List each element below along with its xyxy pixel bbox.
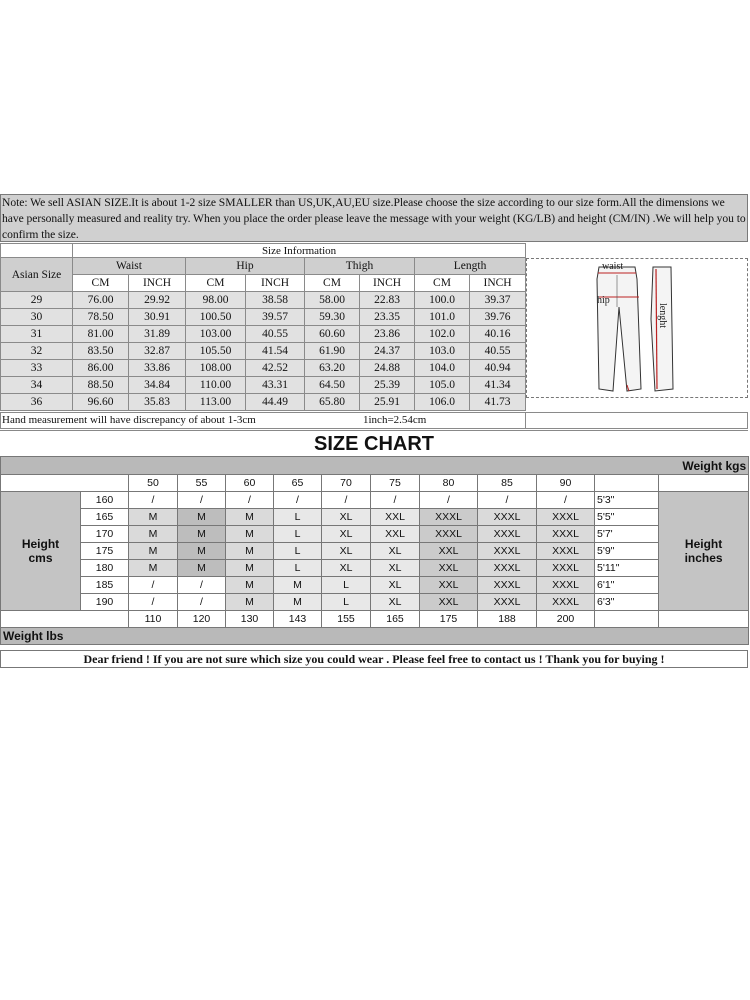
size-cell: XXXL — [478, 560, 537, 577]
size-cell: / — [537, 492, 595, 509]
size-cell: XXL — [371, 509, 420, 526]
height-inch-value: 5'3" — [595, 492, 659, 509]
asian-size-value: 32 — [1, 343, 73, 360]
measurement-cell: 76.00 — [73, 292, 129, 309]
measurement-cell: 78.50 — [73, 309, 129, 326]
height-inches-label: Height inches — [659, 492, 749, 611]
measurement-cell: 39.76 — [470, 309, 526, 326]
size-cell: XXXL — [420, 509, 478, 526]
size-cell: M — [226, 594, 274, 611]
height-cms-label: Height cms — [1, 492, 81, 611]
height-cm-value: 165 — [81, 509, 129, 526]
height-row — [1, 560, 749, 577]
size-cell: M — [129, 509, 178, 526]
unit-cm: CM — [73, 275, 129, 292]
measurement-cell: 24.37 — [360, 343, 415, 360]
size-cell: XXXL — [537, 577, 595, 594]
size-cell: / — [129, 492, 178, 509]
weight-kg-value: 80 — [420, 475, 478, 492]
size-row — [1, 360, 526, 377]
size-row — [1, 326, 526, 343]
measurement-cell: 39.57 — [246, 309, 305, 326]
size-cell: M — [274, 594, 322, 611]
size-cell: XXXL — [537, 526, 595, 543]
height-row — [1, 577, 749, 594]
measurement-cell: 108.00 — [186, 360, 246, 377]
asian-size-value: 36 — [1, 394, 73, 411]
height-inch-value: 5'11" — [595, 560, 659, 577]
measurement-cell: 83.50 — [73, 343, 129, 360]
size-cell: XL — [322, 526, 371, 543]
size-cell: M — [129, 526, 178, 543]
size-cell: XL — [371, 577, 420, 594]
size-cell: / — [371, 492, 420, 509]
height-row — [1, 509, 749, 526]
size-cell: XXXL — [537, 594, 595, 611]
size-cell: M — [178, 509, 226, 526]
size-row — [1, 292, 526, 309]
height-cm-value: 190 — [81, 594, 129, 611]
weight-kg-value: 50 — [129, 475, 178, 492]
hand-measurement-note: Hand measurement will have discrepancy of about 1-3cm — [2, 414, 256, 426]
height-inch-value: 6'3" — [595, 594, 659, 611]
height-row — [1, 594, 749, 611]
size-info-title: Size Information — [73, 244, 526, 258]
measurement-cell: 40.55 — [470, 343, 526, 360]
measurement-cell: 105.50 — [186, 343, 246, 360]
size-cell: M — [178, 543, 226, 560]
waist-label: waist — [602, 261, 624, 272]
measurement-cell: 96.60 — [73, 394, 129, 411]
measurement-note-row — [0, 412, 748, 429]
measurement-cell: 65.80 — [305, 394, 360, 411]
size-cell: XXL — [420, 560, 478, 577]
size-cell: / — [129, 594, 178, 611]
size-cell: M — [129, 543, 178, 560]
size-cell: L — [274, 526, 322, 543]
size-cell: XXXL — [537, 560, 595, 577]
measurement-cell: 105.0 — [415, 377, 470, 394]
height-inch-value: 6'1" — [595, 577, 659, 594]
size-cell: M — [178, 526, 226, 543]
measurement-cell: 113.00 — [186, 394, 246, 411]
asian-size-header: Asian Size — [1, 258, 73, 292]
size-cell: XXXL — [420, 526, 478, 543]
measurement-cell: 63.20 — [305, 360, 360, 377]
weight-lb-value: 165 — [371, 611, 420, 628]
group-header-thigh: Thigh — [305, 258, 415, 275]
size-cell: M — [226, 509, 274, 526]
asian-size-value: 34 — [1, 377, 73, 394]
size-cell: XXXL — [537, 543, 595, 560]
asian-size-value: 30 — [1, 309, 73, 326]
size-cell: XXL — [420, 543, 478, 560]
measurement-cell: 60.60 — [305, 326, 360, 343]
group-header-waist: Waist — [73, 258, 186, 275]
measurement-cell: 25.39 — [360, 377, 415, 394]
weight-lb-value: 155 — [322, 611, 371, 628]
size-cell: XL — [371, 543, 420, 560]
measurement-cell: 88.50 — [73, 377, 129, 394]
measurement-cell: 110.00 — [186, 377, 246, 394]
measurement-cell: 100.0 — [415, 292, 470, 309]
size-cell: XXL — [420, 594, 478, 611]
size-cell: / — [322, 492, 371, 509]
measurement-cell: 24.88 — [360, 360, 415, 377]
size-cell: XXXL — [478, 577, 537, 594]
measurement-cell: 23.35 — [360, 309, 415, 326]
size-cell: XXXL — [478, 509, 537, 526]
height-row — [1, 526, 749, 543]
unit-cm: CM — [415, 275, 470, 292]
measurement-cell: 32.87 — [129, 343, 186, 360]
group-header-length: Length — [415, 258, 526, 275]
size-row — [1, 394, 526, 411]
height-cm-value: 180 — [81, 560, 129, 577]
size-cell: XXXL — [478, 526, 537, 543]
size-cell: XXXL — [537, 509, 595, 526]
size-row — [1, 309, 526, 326]
measurement-cell: 40.94 — [470, 360, 526, 377]
size-cell: M — [178, 560, 226, 577]
measurement-cell: 29.92 — [129, 292, 186, 309]
height-inch-value: 5'7' — [595, 526, 659, 543]
measurement-cell: 64.50 — [305, 377, 360, 394]
size-cell: M — [226, 560, 274, 577]
size-cell: XXL — [371, 526, 420, 543]
measurement-cell: 25.91 — [360, 394, 415, 411]
measurement-cell: 41.73 — [470, 394, 526, 411]
weight-lb-value: 200 — [537, 611, 595, 628]
weight-kg-value: 60 — [226, 475, 274, 492]
pants-illustration — [527, 259, 747, 397]
measurement-cell: 40.55 — [246, 326, 305, 343]
measurement-cell: 40.16 — [470, 326, 526, 343]
unit-cm: CM — [305, 275, 360, 292]
asian-size-value: 33 — [1, 360, 73, 377]
height-cm-value: 160 — [81, 492, 129, 509]
length-label: lenght — [657, 303, 668, 328]
unit-inch: INCH — [246, 275, 305, 292]
size-cell: L — [274, 560, 322, 577]
size-cell: L — [274, 509, 322, 526]
weight-kg-value: 65 — [274, 475, 322, 492]
size-cell: / — [178, 577, 226, 594]
height-inch-value: 5'9" — [595, 543, 659, 560]
size-cell: XL — [322, 543, 371, 560]
unit-inch: INCH — [360, 275, 415, 292]
height-row — [1, 543, 749, 560]
size-info-table — [0, 243, 526, 411]
unit-inch: INCH — [129, 275, 186, 292]
weight-kg-value: 70 — [322, 475, 371, 492]
size-cell: L — [322, 577, 371, 594]
measurement-cell: 35.83 — [129, 394, 186, 411]
measurement-cell: 102.0 — [415, 326, 470, 343]
measurement-cell: 34.84 — [129, 377, 186, 394]
measurement-cell: 42.52 — [246, 360, 305, 377]
weight-lb-value: 143 — [274, 611, 322, 628]
size-cell: / — [178, 594, 226, 611]
height-cm-value: 175 — [81, 543, 129, 560]
measurement-cell: 22.83 — [360, 292, 415, 309]
weight-kg-value: 75 — [371, 475, 420, 492]
size-cell: XXXL — [478, 594, 537, 611]
divider — [525, 412, 526, 429]
height-row — [1, 492, 749, 509]
weight-lb-value: 130 — [226, 611, 274, 628]
measurement-cell: 41.54 — [246, 343, 305, 360]
size-note: Note: We sell ASIAN SIZE.It is about 1-2 size SMALLER than US,UK,AU,EU size.Please choose the size according to our size form.All the dimensions we have personally measured and reality try. When you place the order please leave the message with your weight (KG/LB) and height (CM/IN) .We will help you to confirm the size. — [0, 194, 748, 242]
measurement-cell: 59.30 — [305, 309, 360, 326]
size-cell: / — [420, 492, 478, 509]
group-header-hip: Hip — [186, 258, 305, 275]
size-cell: L — [274, 543, 322, 560]
measurement-cell: 81.00 — [73, 326, 129, 343]
weight-lb-value: 175 — [420, 611, 478, 628]
pants-diagram — [526, 258, 748, 398]
measurement-cell: 101.0 — [415, 309, 470, 326]
weight-kgs-label: Weight kgs — [1, 457, 749, 475]
unit-cm: CM — [186, 275, 246, 292]
size-cell: XXXL — [478, 543, 537, 560]
height-cm-value: 170 — [81, 526, 129, 543]
asian-size-value: 31 — [1, 326, 73, 343]
size-row — [1, 377, 526, 394]
weight-lb-value: 120 — [178, 611, 226, 628]
height-cm-value: 185 — [81, 577, 129, 594]
size-cell: M — [226, 526, 274, 543]
measurement-cell: 103.0 — [415, 343, 470, 360]
size-cell: / — [129, 577, 178, 594]
measurement-cell: 44.49 — [246, 394, 305, 411]
weight-lb-value: 188 — [478, 611, 537, 628]
measurement-cell: 41.34 — [470, 377, 526, 394]
weight-kg-value: 85 — [478, 475, 537, 492]
size-cell: M — [226, 543, 274, 560]
size-cell: XL — [322, 509, 371, 526]
inch-conversion-note: 1inch=2.54cm — [363, 414, 427, 426]
measurement-cell: 30.91 — [129, 309, 186, 326]
size-chart-title: SIZE CHART — [0, 430, 748, 457]
measurement-cell: 38.58 — [246, 292, 305, 309]
measurement-cell: 98.00 — [186, 292, 246, 309]
weight-lbs-label: Weight lbs — [1, 628, 749, 645]
measurement-cell: 31.89 — [129, 326, 186, 343]
unit-inch: INCH — [470, 275, 526, 292]
height-inch-value: 5'5" — [595, 509, 659, 526]
measurement-cell: 103.00 — [186, 326, 246, 343]
measurement-cell: 100.50 — [186, 309, 246, 326]
measurement-cell: 61.90 — [305, 343, 360, 360]
size-cell: XL — [322, 560, 371, 577]
size-cell: / — [178, 492, 226, 509]
size-cell: M — [274, 577, 322, 594]
weight-lb-value: 110 — [129, 611, 178, 628]
size-cell: XL — [371, 594, 420, 611]
measurement-cell: 33.86 — [129, 360, 186, 377]
measurement-cell: 39.37 — [470, 292, 526, 309]
size-cell: XL — [371, 560, 420, 577]
weight-kg-value: 55 — [178, 475, 226, 492]
contact-footer: Dear friend ! If you are not sure which size you could wear . Please feel free to contact us ! Thank you for buying ! — [0, 650, 748, 668]
size-row — [1, 343, 526, 360]
size-cell: M — [129, 560, 178, 577]
size-cell: / — [226, 492, 274, 509]
size-cell: M — [226, 577, 274, 594]
measurement-cell: 23.86 — [360, 326, 415, 343]
measurement-cell: 58.00 — [305, 292, 360, 309]
size-cell: / — [478, 492, 537, 509]
measurement-cell: 106.0 — [415, 394, 470, 411]
measurement-cell: 86.00 — [73, 360, 129, 377]
asian-size-value: 29 — [1, 292, 73, 309]
measurement-cell: 43.31 — [246, 377, 305, 394]
size-chart — [0, 456, 748, 668]
size-cell: XXL — [420, 577, 478, 594]
hip-label: hip — [597, 295, 610, 306]
size-cell: / — [274, 492, 322, 509]
size-cell: L — [322, 594, 371, 611]
weight-kg-value: 90 — [537, 475, 595, 492]
measurement-cell: 104.0 — [415, 360, 470, 377]
